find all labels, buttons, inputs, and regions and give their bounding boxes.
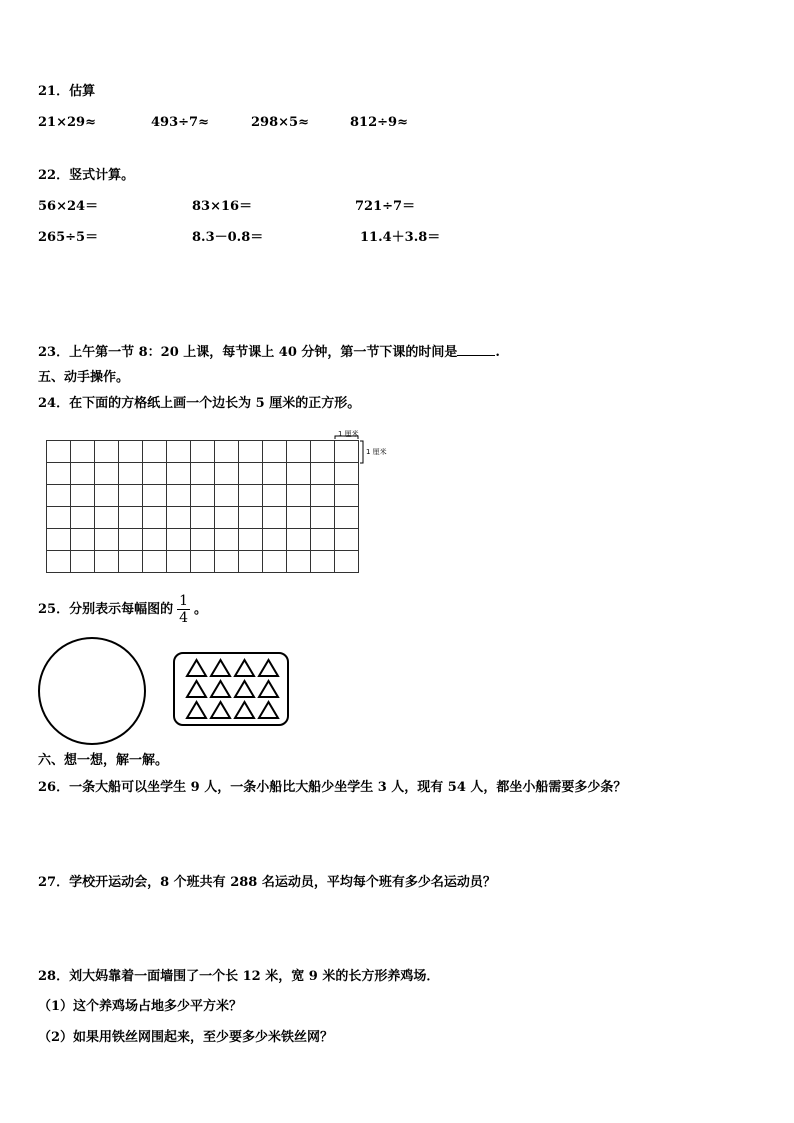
grid-cell[interactable] — [263, 529, 287, 551]
grid-cell[interactable] — [167, 507, 191, 529]
triangle-shape — [211, 702, 230, 718]
grid-cell[interactable] — [191, 463, 215, 485]
grid-cell[interactable] — [215, 463, 239, 485]
grid-cell[interactable] — [263, 463, 287, 485]
section-5-heading: 五、动手操作。 — [38, 370, 130, 385]
q25 — [38, 593, 207, 626]
grid-cell[interactable] — [167, 463, 191, 485]
grid-cell[interactable] — [167, 529, 191, 551]
grid-cell[interactable] — [167, 441, 191, 463]
grid-cell[interactable] — [95, 551, 119, 573]
grid-cell[interactable] — [239, 485, 263, 507]
grid-cell[interactable] — [239, 529, 263, 551]
grid-cell[interactable] — [287, 551, 311, 573]
grid-cell[interactable] — [215, 551, 239, 573]
grid-cell[interactable] — [335, 529, 359, 551]
q28-sub1: （1）这个养鸡场占地多少平方米？ — [38, 999, 243, 1014]
grid-cell[interactable] — [95, 441, 119, 463]
grid-cell[interactable] — [287, 441, 311, 463]
triangle-shape — [187, 702, 206, 718]
q22-item-4: 265÷5＝ — [38, 230, 99, 245]
grid-cell[interactable] — [47, 441, 71, 463]
fraction-numerator: 1 — [179, 593, 189, 609]
triangle-shape — [235, 702, 254, 718]
grid-cell[interactable] — [71, 485, 95, 507]
grid-cell[interactable] — [191, 551, 215, 573]
grid-cell[interactable] — [119, 463, 143, 485]
q21-item-3: 298×5≈ — [251, 115, 309, 130]
grid-cell[interactable] — [71, 463, 95, 485]
q26: 26．一条大船可以坐学生 9 人，一条小船比大船少坐学生 3 人，现有 54 人，都坐小船需要多少条？ — [38, 780, 627, 795]
grid-cell[interactable] — [287, 485, 311, 507]
grid-cell[interactable] — [263, 441, 287, 463]
grid-cell[interactable] — [143, 529, 167, 551]
q23 — [38, 343, 500, 361]
triangle-shape — [211, 660, 230, 676]
fraction — [177, 593, 190, 626]
grid-cell[interactable] — [287, 463, 311, 485]
grid-cell[interactable] — [95, 507, 119, 529]
q23-end: . — [495, 345, 500, 360]
grid-cell[interactable] — [47, 507, 71, 529]
grid-cell[interactable] — [47, 463, 71, 485]
grid-cell[interactable] — [191, 485, 215, 507]
q24-text: 24．在下面的方格纸上画一个边长为 5 厘米的正方形。 — [38, 396, 361, 411]
circle-figure[interactable] — [38, 637, 146, 745]
grid-cell[interactable] — [95, 529, 119, 551]
section-6-heading: 六、想一想，解一解。 — [38, 753, 169, 768]
triangle-shape — [235, 681, 254, 697]
q21-title: 21．估算 — [38, 84, 96, 99]
grid-cell[interactable] — [71, 441, 95, 463]
grid-cell[interactable] — [311, 485, 335, 507]
q25-end: 。 — [194, 602, 208, 617]
grid-cell[interactable] — [47, 551, 71, 573]
triangle-shape — [259, 681, 278, 697]
scale-vertical-label: 1 厘米 — [366, 448, 387, 456]
grid-cell[interactable] — [71, 507, 95, 529]
grid-cell[interactable] — [191, 441, 215, 463]
q25-text: 25．分别表示每幅图的 — [38, 602, 174, 617]
grid-cell[interactable] — [47, 485, 71, 507]
grid-cell[interactable] — [119, 507, 143, 529]
grid-cell[interactable] — [311, 551, 335, 573]
grid-cell[interactable] — [95, 485, 119, 507]
triangle-shape — [235, 660, 254, 676]
grid-cell[interactable] — [239, 441, 263, 463]
grid-cell[interactable] — [335, 507, 359, 529]
q22-item-6: 11.4＋3.8＝ — [360, 230, 441, 245]
grid-cell[interactable] — [263, 551, 287, 573]
grid-cell[interactable] — [239, 551, 263, 573]
grid-cell[interactable] — [143, 507, 167, 529]
grid-cell[interactable] — [239, 463, 263, 485]
grid-cell[interactable] — [191, 507, 215, 529]
grid-cell[interactable] — [71, 529, 95, 551]
grid-cell[interactable] — [95, 463, 119, 485]
grid-cell[interactable] — [311, 507, 335, 529]
grid-cell[interactable] — [119, 551, 143, 573]
grid-cell[interactable] — [47, 529, 71, 551]
triangles-figure[interactable] — [173, 652, 289, 726]
grid-cell[interactable] — [119, 441, 143, 463]
grid-cell[interactable] — [287, 529, 311, 551]
grid-cell[interactable] — [311, 529, 335, 551]
grid-cell[interactable] — [191, 529, 215, 551]
triangle-shape — [259, 702, 278, 718]
grid-cell[interactable] — [263, 507, 287, 529]
grid-cell[interactable] — [215, 441, 239, 463]
q22-item-3: 721÷7＝ — [355, 199, 416, 214]
grid-cell[interactable] — [215, 529, 239, 551]
grid-cell[interactable] — [335, 551, 359, 573]
grid-cell[interactable] — [119, 529, 143, 551]
grid-cell[interactable] — [167, 485, 191, 507]
q28-text: 28．刘大妈靠着一面墙围了一个长 12 米，宽 9 米的长方形养鸡场． — [38, 969, 440, 984]
q23-text: 23．上午第一节 8：20 上课，每节课上 40 分钟，第一节下课的时间是 — [38, 345, 458, 360]
grid-cell[interactable] — [263, 485, 287, 507]
grid-paper[interactable] — [46, 440, 359, 573]
q22-title: 22．竖式计算。 — [38, 168, 135, 183]
triangle-shape — [187, 660, 206, 676]
grid-cell[interactable] — [335, 485, 359, 507]
q22-item-5: 8.3－0.8＝ — [192, 230, 264, 245]
grid-cell[interactable] — [143, 551, 167, 573]
q21-item-2: 493÷7≈ — [151, 115, 209, 130]
q28-sub2: （2）如果用铁丝网围起来，至少要多少米铁丝网？ — [38, 1030, 334, 1045]
grid-cell[interactable] — [143, 463, 167, 485]
triangles-group — [175, 654, 287, 724]
scale-horizontal-label: 1 厘米 — [338, 430, 359, 438]
triangle-shape — [187, 681, 206, 697]
q21-item-4: 812÷9≈ — [350, 115, 408, 130]
q22-item-2: 83×16＝ — [192, 199, 253, 214]
grid-cell[interactable] — [143, 441, 167, 463]
grid-cell[interactable] — [119, 485, 143, 507]
triangle-shape — [211, 681, 230, 697]
q21-item-1: 21×29≈ — [38, 115, 96, 130]
triangle-shape — [259, 660, 278, 676]
grid-cell[interactable] — [239, 507, 263, 529]
q27: 27．学校开运动会，8 个班共有 288 名运动员，平均每个班有多少名运动员？ — [38, 875, 496, 890]
q22-item-1: 56×24＝ — [38, 199, 99, 214]
grid-cell[interactable] — [287, 507, 311, 529]
grid-cell[interactable] — [71, 551, 95, 573]
fraction-denominator: 4 — [179, 610, 189, 626]
grid-cell[interactable] — [167, 551, 191, 573]
grid-cell[interactable] — [215, 507, 239, 529]
grid-cell[interactable] — [215, 485, 239, 507]
answer-blank[interactable] — [457, 343, 495, 356]
grid-cell[interactable] — [143, 485, 167, 507]
